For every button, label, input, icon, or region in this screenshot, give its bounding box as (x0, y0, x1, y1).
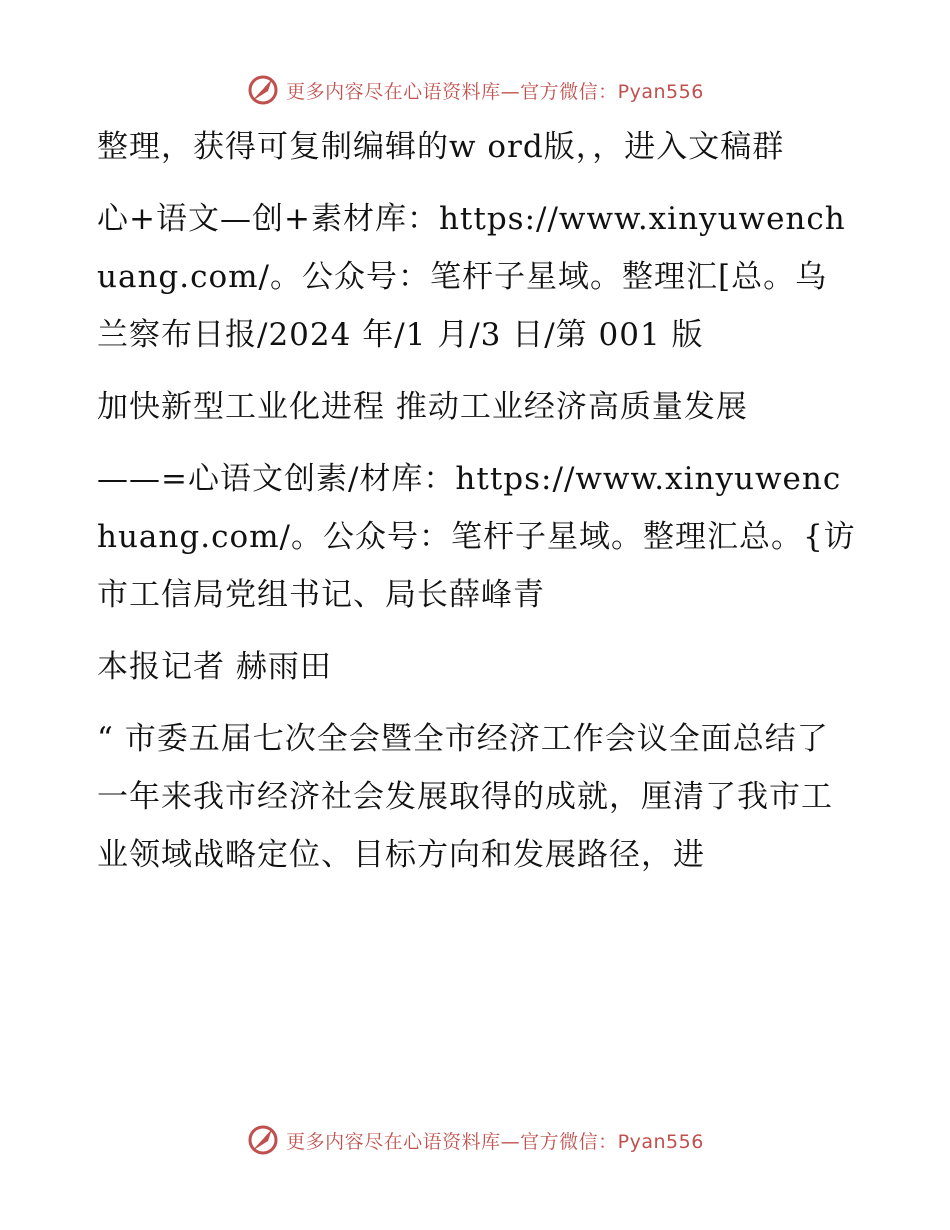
article-subtitle: ——=心语文创素/材库：https://www.xinyuwenchuang.com/。公众号：笔杆子星域。整理汇总。{访市工信局党组书记、局长薛峰青 (97, 461, 856, 613)
footer-watermark (0, 1120, 950, 1160)
header-watermark (0, 70, 950, 110)
article-byline: 本报记者 赫雨田 (97, 649, 332, 685)
watermark-text: 更多内容尽在心语资料库—官方微信：Pyan556 (286, 1130, 704, 1153)
document-body (97, 118, 857, 898)
article-body-paragraph: “ 市委五届七次全会暨全市经济工作会议全面总结了一年来我市经济社会发展取得的成就，厘清了我市工业领域战略定位、目标方向和发展路径，进 (97, 721, 833, 873)
quill-logo-icon (246, 1123, 280, 1157)
watermark-text: 更多内容尽在心语资料库—官方微信：Pyan556 (286, 80, 704, 103)
paragraph-intro: 整理，获得可复制编辑的w ord版，，进入文稿群 (97, 129, 785, 165)
paragraph-source: 心+语文—创+素材库：https://www.xinyuwenchuang.com/。公众号：笔杆子星域。整理汇[总。乌兰察布日报/2024 年/1 月/3 日/第 001 版 (97, 201, 846, 353)
article-title: 加快新型工业化进程 推动工业经济高质量发展 (97, 389, 748, 425)
quill-logo-icon (246, 73, 280, 107)
